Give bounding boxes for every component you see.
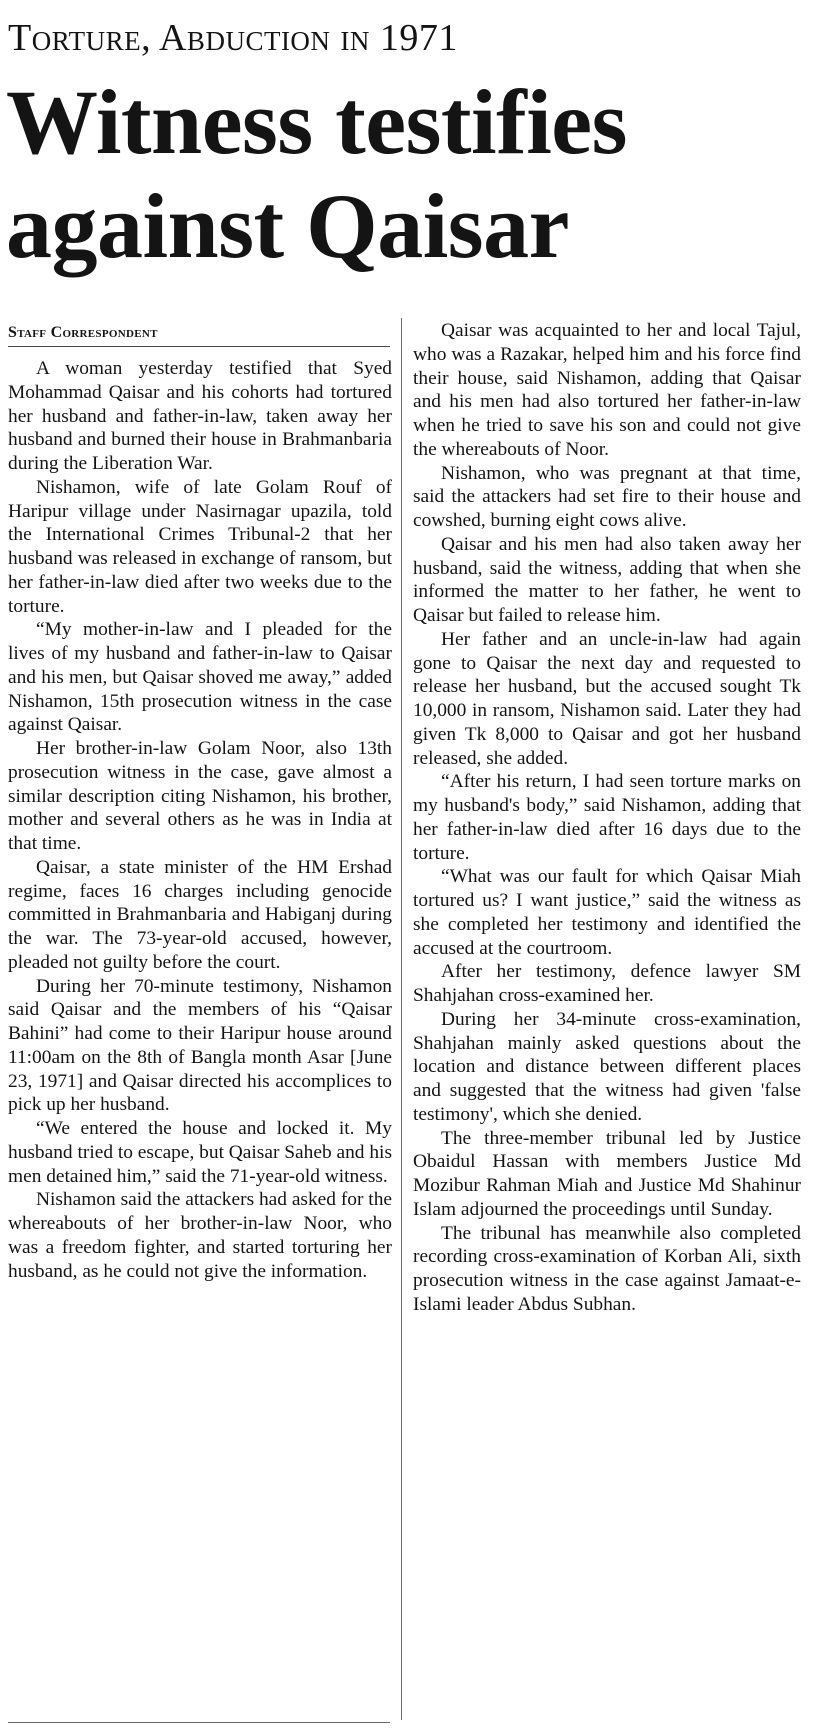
- paragraph: “We entered the house and locked it. My husband tried to escape, but Qaisar Saheb and his men detained him,” said the 71-year-old witness.: [8, 1118, 392, 1187]
- bottom-rule: [8, 1722, 390, 1723]
- paragraph: “After his return, I had seen torture marks on my husband's body,” said Nishamon, adding that her father-in-law died after 16 days due to the torture.: [413, 771, 801, 864]
- article-column-right: [413, 319, 801, 1317]
- paragraph: “What was our fault for which Qaisar Miah tortured us? I want justice,” said the witness as she completed her testimony and identified the accused at the courtroom.: [413, 866, 801, 959]
- paragraph: During her 34-minute cross-examination, Shahjahan mainly asked questions about the location and distance between different places and suggested that the witness had given 'false testimony', which she denied.: [413, 1008, 801, 1125]
- paragraph: Her brother-in-law Golam Noor, also 13th prosecution witness in the case, gave almost a similar description citing Nishamon, his brother, mother and several others as he was in India at that time.: [8, 738, 392, 854]
- paragraph: The three-member tribunal led by Justice Obaidul Hassan with members Justice Md Mozibur Rahman Miah and Justice Md Shahinur Islam adjourned the proceedings until Sunday.: [413, 1127, 801, 1220]
- paragraph: After her testimony, defence lawyer SM Shahjahan cross-examined her.: [413, 961, 801, 1006]
- article-column-left: [8, 357, 392, 1283]
- paragraph: Nishamon, wife of late Golam Rouf of Haripur village under Nasirnagar upazila, told the International Crimes Tribunal-2 that her husband was released in exchange of ransom, but her father-in-law died after two weeks due to the torture.: [8, 476, 392, 617]
- column-divider: [401, 318, 402, 1720]
- paragraph: During her 70-minute testimony, Nishamon said Qaisar and the members of his “Qaisar Bahini” had come to their Haripur house around 11:00am on the 8th of Bangla month Asar [June 23, 1971] and Qaisar directed his accomplices to pick up her husband.: [8, 975, 392, 1116]
- paragraph: Qaisar was acquainted to her and local Tajul, who was a Razakar, helped him and his force find their house, said Nishamon, adding that Qaisar and his men had also tortured her father-in-law when he tried to save his son and could not give the whereabouts of Noor.: [413, 320, 801, 460]
- paragraph: Qaisar and his men had also taken away her husband, said the witness, adding that when she informed the matter to her father, he went to Qaisar but failed to release him.: [413, 533, 801, 626]
- paragraph: Her father and an uncle-in-law had again gone to Qaisar the next day and requested to release her husband, but the accused sought Tk 10,000 in ransom, Nishamon said. Later they had given Tk 8,000 to Qaisar and got her husband released, she added.: [413, 628, 801, 769]
- paragraph: Nishamon said the attackers had asked for the whereabouts of her brother-in-law Noor, who was a freedom fighter, and started torturing her husband, as he could not give the information.: [8, 1189, 392, 1282]
- byline: Staff Correspondent: [8, 323, 390, 347]
- paragraph: Nishamon, who was pregnant at that time, said the attackers had set fire to their house and cowshed, burning eight cows alive.: [413, 462, 801, 531]
- paragraph: A woman yesterday testified that Syed Mohammad Qaisar and his cohorts had tortured her husband and father-in-law, taken away her husband and burned their house in Brahmanbaria during the Liberation War.: [8, 358, 392, 474]
- paragraph: The tribunal has meanwhile also completed recording cross-examination of Korban Ali, sixth prosecution witness in the case against Jamaat-e-Islami leader Abdus Subhan.: [413, 1222, 801, 1315]
- paragraph: “My mother-in-law and I pleaded for the lives of my husband and father-in-law to Qaisar and his men, but Qaisar shoved me away,” added Nishamon, 15th prosecution witness in the case against Qaisar.: [8, 619, 392, 736]
- headline: Witness testifies against Qaisar: [6, 71, 627, 277]
- kicker: Torture, Abduction in 1971: [8, 17, 458, 59]
- paragraph: Qaisar, a state minister of the HM Ershad regime, faces 16 charges including genocide committed in Brahmanbaria and Habiganj during the war. The 73-year-old accused, however, pleaded not guilty before the court.: [8, 856, 392, 973]
